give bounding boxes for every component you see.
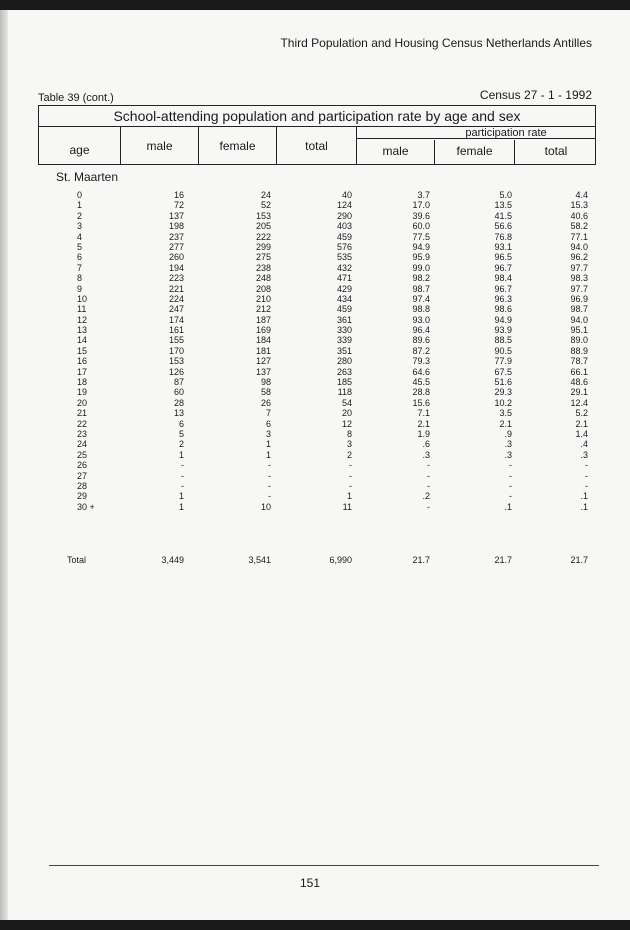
- cell-total: 290: [336, 210, 352, 221]
- cell-pr-total: 97.7: [570, 262, 588, 273]
- cell-pr-male: 98.7: [412, 283, 430, 294]
- cell-male: 13: [173, 408, 184, 419]
- cell-pr-female: -: [509, 460, 512, 471]
- table-row: [0, 315, 630, 325]
- cell-age: 19: [77, 387, 88, 398]
- cell-age: 0: [77, 190, 83, 200]
- cell-age: 28: [77, 480, 88, 491]
- cell-pr-male: 15.6: [412, 397, 430, 408]
- table-row: [0, 439, 630, 449]
- cell-age: 21: [77, 408, 88, 419]
- cell-male: 170: [168, 345, 184, 356]
- cell-total: -: [349, 460, 352, 471]
- cell-pr-male: .3: [422, 449, 430, 460]
- cell-pr-total: 5.2: [575, 408, 588, 419]
- cell-pr-total: 88.9: [570, 345, 588, 356]
- cell-pr-female: 93.1: [494, 241, 512, 252]
- table-row: [0, 252, 630, 262]
- cell-female: 52: [260, 200, 271, 211]
- table-row: [0, 502, 630, 512]
- cell-age: 12: [77, 314, 88, 325]
- cell-pr-total: -: [585, 470, 588, 481]
- col-pr-male: male: [357, 140, 435, 165]
- cell-male: 174: [168, 314, 184, 325]
- cell-pr-female: -: [509, 480, 512, 491]
- footer-rule: [49, 865, 599, 866]
- cell-pr-male: 39.6: [412, 210, 430, 221]
- cell-pr-total: 1.4: [575, 428, 588, 439]
- cell-female: -: [268, 480, 271, 491]
- cell-pr-male: -: [427, 470, 430, 481]
- cell-pr-female: .9: [504, 428, 512, 439]
- cell-age: 10: [77, 293, 88, 304]
- cell-pr-total: 77.1: [570, 231, 588, 242]
- cell-age: 2: [77, 210, 83, 221]
- cell-pr-female: 2.1: [499, 418, 512, 429]
- table-row: [0, 200, 630, 210]
- cell-female: 210: [255, 293, 271, 304]
- cell-pr-male: 94.9: [412, 241, 430, 252]
- cell-pr-male: 98.8: [412, 304, 430, 315]
- cell-total: 459: [336, 231, 352, 242]
- cell-pr-male: 7.1: [417, 408, 430, 419]
- cell-pr-male: 96.4: [412, 325, 430, 336]
- cell-pr-total: 96.9: [570, 293, 588, 304]
- cell-female: 10: [260, 501, 271, 512]
- cell-total: 124: [336, 200, 352, 211]
- cell-pr-female: 96.7: [494, 262, 512, 273]
- table-row: [0, 273, 630, 283]
- cell-total: 434: [336, 293, 352, 304]
- table-row: [0, 377, 630, 387]
- table-row: [0, 294, 630, 304]
- cell-pr-total: 58.2: [570, 221, 588, 232]
- cell-male: 224: [168, 293, 184, 304]
- col-total: total: [277, 127, 357, 165]
- total-row: Total 3,449 3,541 6,990 21.7 21.7 21.7: [67, 555, 588, 565]
- cell-pr-total: 66.1: [570, 366, 588, 377]
- col-female: female: [199, 127, 277, 165]
- cell-pr-female: 56.6: [494, 221, 512, 232]
- cell-total: 403: [336, 221, 352, 232]
- cell-pr-total: 98.7: [570, 304, 588, 315]
- cell-age: 1: [77, 200, 83, 211]
- cell-total: 20: [341, 408, 352, 419]
- participation-rate-group: [357, 127, 595, 165]
- census-date: Census 27 - 1 - 1992: [479, 88, 592, 102]
- cell-pr-male: 3.7: [417, 190, 430, 200]
- table-row: [0, 263, 630, 273]
- cell-total: 429: [336, 283, 352, 294]
- cell-pr-female: 51.6: [494, 377, 512, 388]
- cell-total: 185: [336, 377, 352, 388]
- cell-pr-female: 76.8: [494, 231, 512, 242]
- table-row: [0, 232, 630, 242]
- cell-male: 223: [168, 273, 184, 284]
- cell-pr-total: 94.0: [570, 241, 588, 252]
- cell-age: 27: [77, 470, 88, 481]
- cell-male: 247: [168, 304, 184, 315]
- cell-age: 8: [77, 273, 83, 284]
- cell-pr-female: 3.5: [499, 408, 512, 419]
- table-row: [0, 367, 630, 377]
- table-header: [38, 105, 596, 165]
- cell-age: 30 +: [77, 501, 95, 512]
- cell-pr-total: 96.2: [570, 252, 588, 263]
- col-male: male: [121, 127, 199, 165]
- cell-male: 60: [173, 387, 184, 398]
- cell-pr-total: 97.7: [570, 283, 588, 294]
- cell-age: 26: [77, 460, 88, 471]
- cell-female: 275: [255, 252, 271, 263]
- cell-male: 2: [178, 439, 184, 450]
- cell-pr-male: 79.3: [412, 356, 430, 367]
- cell-pr-female: 90.5: [494, 345, 512, 356]
- cell-male: 153: [168, 356, 184, 367]
- cell-pr-female: 29.3: [494, 387, 512, 398]
- cell-male: 137: [168, 210, 184, 221]
- cell-pr-total: 29.1: [570, 387, 588, 398]
- cell-age: 7: [77, 262, 83, 273]
- table-row: [0, 356, 630, 366]
- cell-total: 2: [346, 449, 352, 460]
- cell-pr-female: 96.5: [494, 252, 512, 263]
- table-row: [0, 429, 630, 439]
- cell-age: 14: [77, 335, 88, 346]
- table-row: [0, 190, 630, 200]
- cell-pr-male: 60.0: [412, 221, 430, 232]
- cell-male: 5: [178, 428, 184, 439]
- cell-total: -: [349, 480, 352, 491]
- cell-age: 29: [77, 491, 88, 502]
- cell-pr-male: 98.2: [412, 273, 430, 284]
- cell-male: 155: [168, 335, 184, 346]
- cell-pr-total: 95.1: [570, 325, 588, 336]
- table-row: [0, 450, 630, 460]
- cell-male: 237: [168, 231, 184, 242]
- cell-female: 181: [255, 345, 271, 356]
- table-row: [0, 460, 630, 470]
- cell-female: -: [268, 491, 271, 502]
- cell-age: 24: [77, 439, 88, 450]
- cell-pr-total: .1: [580, 501, 588, 512]
- table-row: [0, 481, 630, 491]
- cell-male: 28: [173, 397, 184, 408]
- cell-male: -: [181, 470, 184, 481]
- cell-pr-male: 93.0: [412, 314, 430, 325]
- cell-pr-male: 97.4: [412, 293, 430, 304]
- cell-total: 432: [336, 262, 352, 273]
- cell-pr-male: 2.1: [417, 418, 430, 429]
- table-row: [0, 242, 630, 252]
- cell-female: 238: [255, 262, 271, 273]
- cell-pr-total: .4: [580, 439, 588, 450]
- cell-pr-male: 45.5: [412, 377, 430, 388]
- cell-age: 6: [77, 252, 83, 263]
- cell-female: 212: [255, 304, 271, 315]
- cell-total: 118: [337, 387, 352, 398]
- table-row: [0, 408, 630, 418]
- table-row: [0, 325, 630, 335]
- cell-male: 87: [173, 377, 184, 388]
- cell-pr-male: 87.2: [412, 345, 430, 356]
- cell-pr-male: -: [427, 501, 430, 512]
- table-row: [0, 346, 630, 356]
- cell-female: 7: [265, 408, 271, 419]
- cell-pr-total: 2.1: [575, 418, 588, 429]
- column-headers: [39, 127, 595, 165]
- cell-pr-female: 96.7: [494, 283, 512, 294]
- cell-pr-female: 98.6: [494, 304, 512, 315]
- cell-pr-male: 64.6: [412, 366, 430, 377]
- cell-male: 1: [178, 449, 184, 460]
- cell-total: 576: [336, 241, 352, 252]
- cell-total: 535: [336, 252, 352, 263]
- cell-age: 15: [77, 345, 88, 356]
- cell-total: 40: [341, 190, 352, 200]
- cell-male: 277: [168, 241, 184, 252]
- cell-female: 169: [255, 325, 271, 336]
- cell-pr-total: 94.0: [570, 314, 588, 325]
- table-row: [0, 398, 630, 408]
- cell-female: 205: [255, 221, 271, 232]
- cell-male: 1: [178, 501, 184, 512]
- cell-total: 11: [342, 501, 352, 512]
- cell-pr-female: 13.5: [494, 200, 512, 211]
- page-number: 151: [299, 876, 321, 890]
- cell-age: 4: [77, 231, 83, 242]
- cell-pr-total: 40.6: [570, 210, 588, 221]
- cell-female: 1: [265, 439, 271, 450]
- cell-pr-female: -: [509, 491, 512, 502]
- cell-pr-male: -: [427, 480, 430, 491]
- cell-female: -: [268, 460, 271, 471]
- cell-pr-total: 98.3: [570, 273, 588, 284]
- cell-pr-male: 95.9: [412, 252, 430, 263]
- cell-pr-male: 99.0: [412, 262, 430, 273]
- col-pr-total: total: [544, 144, 568, 158]
- cell-male: 198: [168, 221, 184, 232]
- cell-pr-male: -: [427, 460, 430, 471]
- cell-total: -: [349, 470, 352, 481]
- cell-female: 137: [255, 366, 271, 377]
- table-row: [0, 284, 630, 294]
- cell-female: 98: [260, 377, 271, 388]
- cell-total: 459: [336, 304, 352, 315]
- cell-female: 248: [255, 273, 271, 284]
- cell-pr-total: 78.7: [570, 356, 588, 367]
- cell-female: 24: [260, 190, 271, 200]
- cell-pr-total: -: [585, 460, 588, 471]
- cell-female: 187: [255, 314, 271, 325]
- cell-male: 260: [168, 252, 184, 263]
- cell-pr-female: .3: [504, 439, 512, 450]
- cell-total: 54: [341, 397, 352, 408]
- cell-age: 13: [77, 325, 88, 336]
- cell-age: 25: [77, 449, 88, 460]
- cell-pr-male: 77.5: [412, 231, 430, 242]
- cell-pr-female: -: [509, 470, 512, 481]
- cell-male: -: [181, 480, 184, 491]
- table-row: [0, 304, 630, 314]
- cell-female: 184: [255, 335, 271, 346]
- cell-pr-female: .3: [504, 449, 512, 460]
- table-body: [0, 190, 630, 512]
- cell-male: 221: [168, 283, 184, 294]
- cell-age: 11: [77, 304, 87, 315]
- running-header: Third Population and Housing Census Netherlands Antilles: [280, 36, 592, 50]
- cell-age: 22: [77, 418, 88, 429]
- cell-total: 12: [341, 418, 352, 429]
- table-row: [0, 221, 630, 231]
- cell-pr-female: .1: [504, 501, 512, 512]
- cell-pr-total: 4.4: [575, 190, 588, 200]
- cell-age: 9: [77, 283, 83, 294]
- cell-pr-total: 12.4: [570, 397, 588, 408]
- cell-female: 127: [255, 356, 271, 367]
- col-age: age: [39, 127, 121, 165]
- table-row: [0, 471, 630, 481]
- cell-pr-total: .1: [580, 491, 588, 502]
- table-label: Table 39 (cont.): [38, 92, 114, 104]
- cell-pr-female: 77.9: [494, 356, 512, 367]
- cell-male: 126: [168, 366, 184, 377]
- cell-age: 16: [77, 356, 88, 367]
- cell-pr-total: -: [585, 480, 588, 491]
- cell-age: 20: [77, 397, 88, 408]
- cell-male: 72: [173, 200, 184, 211]
- cell-female: 222: [255, 231, 271, 242]
- cell-total: 361: [336, 314, 352, 325]
- table-row: [0, 387, 630, 397]
- table-row: [0, 491, 630, 501]
- cell-pr-male: 1.9: [417, 428, 430, 439]
- table-row: [0, 419, 630, 429]
- cell-pr-female: 10.2: [494, 397, 512, 408]
- cell-female: 58: [260, 387, 271, 398]
- cell-pr-female: 5.0: [499, 190, 512, 200]
- cell-pr-total: 89.0: [570, 335, 588, 346]
- cell-pr-male: 17.0: [412, 200, 430, 211]
- cell-pr-female: 96.3: [494, 293, 512, 304]
- cell-age: 3: [77, 221, 83, 232]
- section-heading: St. Maarten: [56, 170, 119, 184]
- cell-female: 1: [265, 449, 271, 460]
- cell-pr-total: .3: [580, 449, 588, 460]
- cell-total: 8: [346, 428, 352, 439]
- cell-total: 263: [336, 366, 352, 377]
- table-row: [0, 211, 630, 221]
- table-row: [0, 335, 630, 345]
- cell-age: 18: [77, 377, 88, 388]
- cell-male: 6: [178, 418, 184, 429]
- cell-pr-female: 93.9: [494, 325, 512, 336]
- cell-female: -: [268, 470, 271, 481]
- cell-male: 1: [178, 491, 184, 502]
- cell-pr-male: .2: [422, 491, 430, 502]
- cell-pr-total: 15.3: [570, 200, 588, 211]
- cell-female: 6: [265, 418, 271, 429]
- cell-male: 16: [173, 190, 184, 200]
- cell-total: 3: [346, 439, 352, 450]
- cell-pr-female: 67.5: [494, 366, 512, 377]
- cell-total: 280: [336, 356, 352, 367]
- cell-male: 194: [168, 262, 184, 273]
- cell-pr-male: 89.6: [412, 335, 430, 346]
- table-title: School-attending population and participation rate by age and sex: [39, 106, 595, 127]
- participation-rate-header: participation rate: [357, 127, 595, 139]
- cell-pr-female: 41.5: [494, 210, 512, 221]
- cell-pr-total: 48.6: [570, 377, 588, 388]
- cell-pr-female: 98.4: [494, 273, 512, 284]
- cell-male: -: [181, 460, 184, 471]
- cell-female: 153: [255, 210, 271, 221]
- cell-total: 330: [336, 325, 352, 336]
- cell-total: 1: [346, 491, 352, 502]
- col-pr-female: female: [435, 140, 515, 165]
- cell-female: 3: [265, 428, 271, 439]
- cell-age: 23: [77, 428, 88, 439]
- cell-pr-male: 28.8: [412, 387, 430, 398]
- cell-age: 17: [77, 366, 88, 377]
- cell-total: 351: [336, 345, 352, 356]
- cell-female: 208: [255, 283, 271, 294]
- cell-female: 299: [255, 241, 271, 252]
- cell-total: 339: [336, 335, 352, 346]
- cell-total: 471: [336, 273, 352, 284]
- cell-female: 26: [260, 397, 271, 408]
- cell-pr-female: 94.9: [494, 314, 512, 325]
- cell-male: 161: [168, 325, 184, 336]
- cell-pr-female: 88.5: [494, 335, 512, 346]
- cell-pr-male: .6: [422, 439, 430, 450]
- cell-age: 5: [77, 241, 83, 252]
